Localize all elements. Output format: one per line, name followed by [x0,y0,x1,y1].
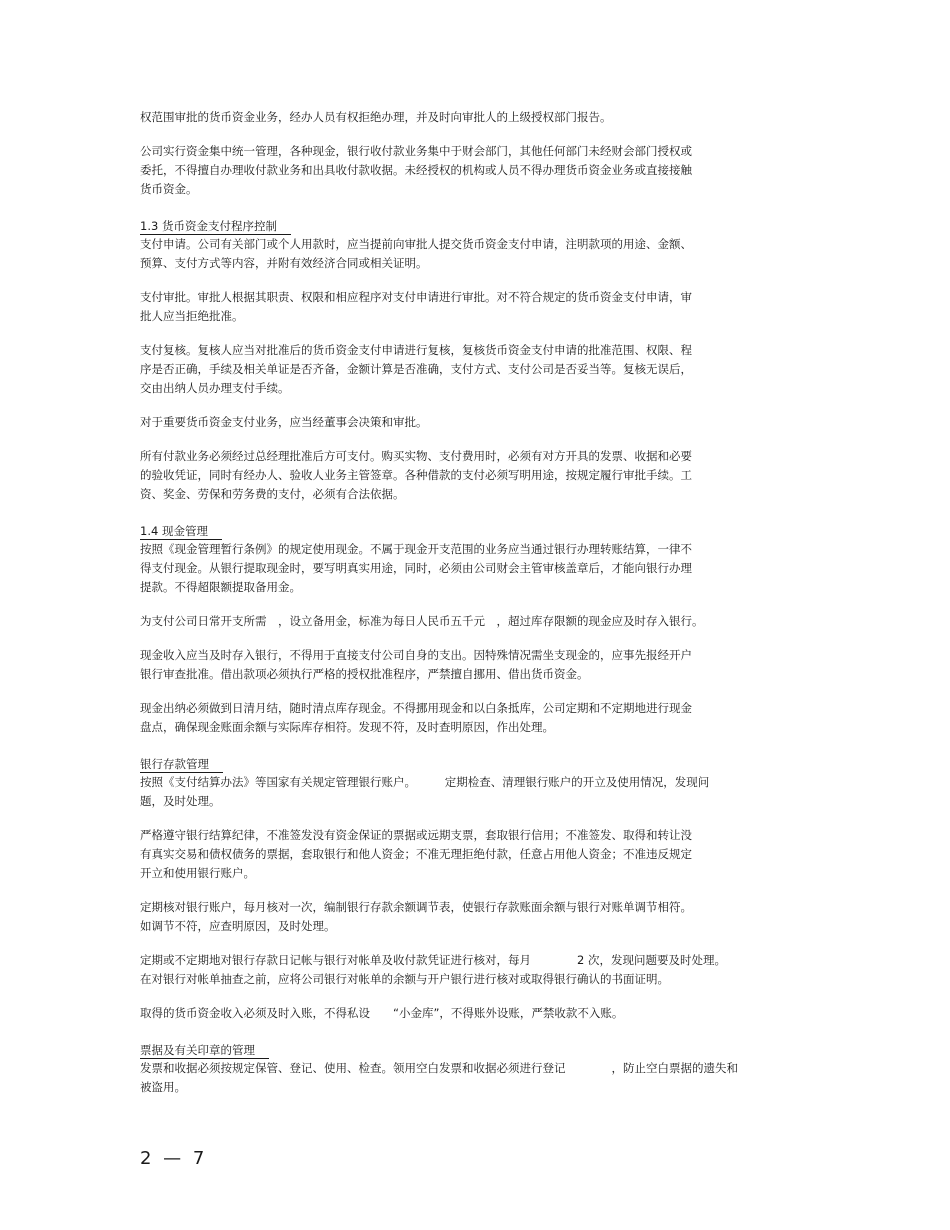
paragraph-line: 支付申请。公司有关部门或个人用款时，应当提前向审批人提交货币资金支付申请，注明款项的用途、金额、 [140,237,692,251]
paragraph [140,646,800,684]
section-heading: 银行存款管理 [140,756,223,773]
paragraph-line: 取得的货币资金收入必须及时入账，不得私设 “小金库”，不得账外设账，严禁收款不入账。 [140,1006,624,1020]
paragraph [140,142,800,199]
paragraph-line: 支付复核。复核人应当对批准后的货币资金支付申请进行复核，复核货币资金支付申请的批准范围、权限、程 [140,343,692,357]
paragraph-line: 为支付公司日常开支所需 ，设立备用金，标准为每日人民币五千元 ，超过库存限额的现金应及时存入银行。 [140,614,704,628]
section-heading: 票据及有关印章的管理 [140,1042,269,1059]
paragraph [140,447,800,504]
paragraph [140,951,800,989]
paragraph-line: 交由出纳人员办理支付手续。 [140,381,290,395]
section-heading: 1.3 货币资金支付程序控制 [140,218,291,235]
paragraph [140,108,800,127]
paragraph-line: 货币资金。 [140,182,198,196]
paragraph-line: 题，及时处理。 [140,794,221,808]
paragraph-line: 支付审批。审批人根据其职责、权限和相应程序对支付申请进行审批。对不符合规定的货币资金支付申请，审 [140,290,692,304]
paragraph [140,773,800,811]
paragraph-line: 对于重要货币资金支付业务，应当经董事会决策和审批。 [140,415,428,429]
section-heading-wrap [140,1038,800,1059]
page-number: 2 — 7 [140,1148,208,1169]
paragraph-line: 委托，不得擅自办理收付款业务和出具收付款收据。未经授权的机构或人员不得办理货币资金业务或直接接触 [140,163,692,177]
paragraph-line: 有真实交易和债权债务的票据，套取银行和他人资金；不准无理拒绝付款，任意占用他人资金；不准违反规定 [140,847,692,861]
paragraph [140,413,800,432]
paragraph [140,540,800,597]
paragraph [140,1004,800,1023]
paragraph [140,1059,800,1097]
paragraph-line: 定期或不定期地对银行存款日记帐与银行对帐单及收付款凭证进行核对，每月 2 次，发现问题要及时处理。 [140,953,726,967]
paragraph-line: 得支付现金。从银行提取现金时，要写明真实用途，同时，必须由公司财会主管审核盖章后，才能向银行办理 [140,561,692,575]
paragraph-line: 所有付款业务必须经过总经理批准后方可支付。购买实物、支付费用时，必须有对方开具的发票、收据和必要 [140,449,692,463]
paragraph-line: 权范围审批的货币资金业务，经办人员有权拒绝办理，并及时向审批人的上级授权部门报告。 [140,110,612,124]
paragraph-line: 现金收入应当及时存入银行，不得用于直接支付公司自身的支出。因特殊情况需坐支现金的，应事先报经开户 [140,648,692,662]
paragraph [140,235,800,273]
paragraph-line: 预算、支付方式等内容，并附有效经济合同或相关证明。 [140,256,428,270]
paragraph-line: 序是否正确，手续及相关单证是否齐备，金额计算是否准确，支付方式、支付公司是否妥当等。复核无误后， [140,362,692,376]
paragraph-line: 提款。不得超限额提取备用金。 [140,580,301,594]
paragraph-line: 定期核对银行账户，每月核对一次，编制银行存款余额调节表，使银行存款账面余额与银行对账单调节相符。 [140,900,692,914]
section-heading-wrap [140,519,800,540]
section-heading-wrap [140,214,800,235]
document-body [140,108,800,1112]
paragraph-line: 现金出纳必须做到日清月结，随时清点库存现金。不得挪用现金和以白条抵库，公司定期和不定期地进行现金 [140,701,692,715]
paragraph-line: 盘点，确保现金账面余额与实际库存相符。发现不符，及时查明原因，作出处理。 [140,720,554,734]
paragraph-line: 银行审查批准。借出款项必须执行严格的授权批准程序，严禁擅自挪用、借出货币资金。 [140,667,589,681]
paragraph-line: 公司实行资金集中统一管理，各种现金，银行收付款业务集中于财会部门，其他任何部门未经财会部门授权或 [140,144,692,158]
paragraph-line: 严格遵守银行结算纪律，不准签发没有资金保证的票据或远期支票，套取银行信用；不准签发、取得和转让没 [140,828,692,842]
paragraph [140,341,800,398]
paragraph-line: 如调节不符，应查明原因，及时处理。 [140,919,336,933]
paragraph [140,612,800,631]
paragraph [140,699,800,737]
paragraph-line: 按照《现金管理暂行条例》的规定使用现金。不属于现金开支范围的业务应当通过银行办理转账结算，一律不 [140,542,692,556]
paragraph-line: 开立和使用银行账户。 [140,866,255,880]
paragraph-line: 的验收凭证，同时有经办人、验收人业务主管签章。各种借款的支付必须写明用途，按规定履行审批手续。工 [140,468,692,482]
paragraph [140,898,800,936]
paragraph-line: 发票和收据必须按规定保管、登记、使用、检查。领用空白发票和收据必须进行登记 ，防止空白票据的遗失和 [140,1061,738,1075]
paragraph-line: 批人应当拒绝批准。 [140,309,244,323]
paragraph-line: 按照《支付结算办法》等国家有关规定管理银行账户。 定期检查、清理银行账户的开立及使用情况，发现问 [140,775,710,789]
section-heading-wrap [140,752,800,773]
paragraph-line: 在对银行对帐单抽查之前，应将公司银行对帐单的余额与开户银行进行核对或取得银行确认的书面证明。 [140,972,669,986]
paragraph [140,826,800,883]
paragraph [140,288,800,326]
paragraph-line: 被盗用。 [140,1080,186,1094]
section-heading: 1.4 现金管理 [140,523,222,540]
paragraph-line: 资、奖金、劳保和劳务费的支付，必须有合法依据。 [140,487,405,501]
